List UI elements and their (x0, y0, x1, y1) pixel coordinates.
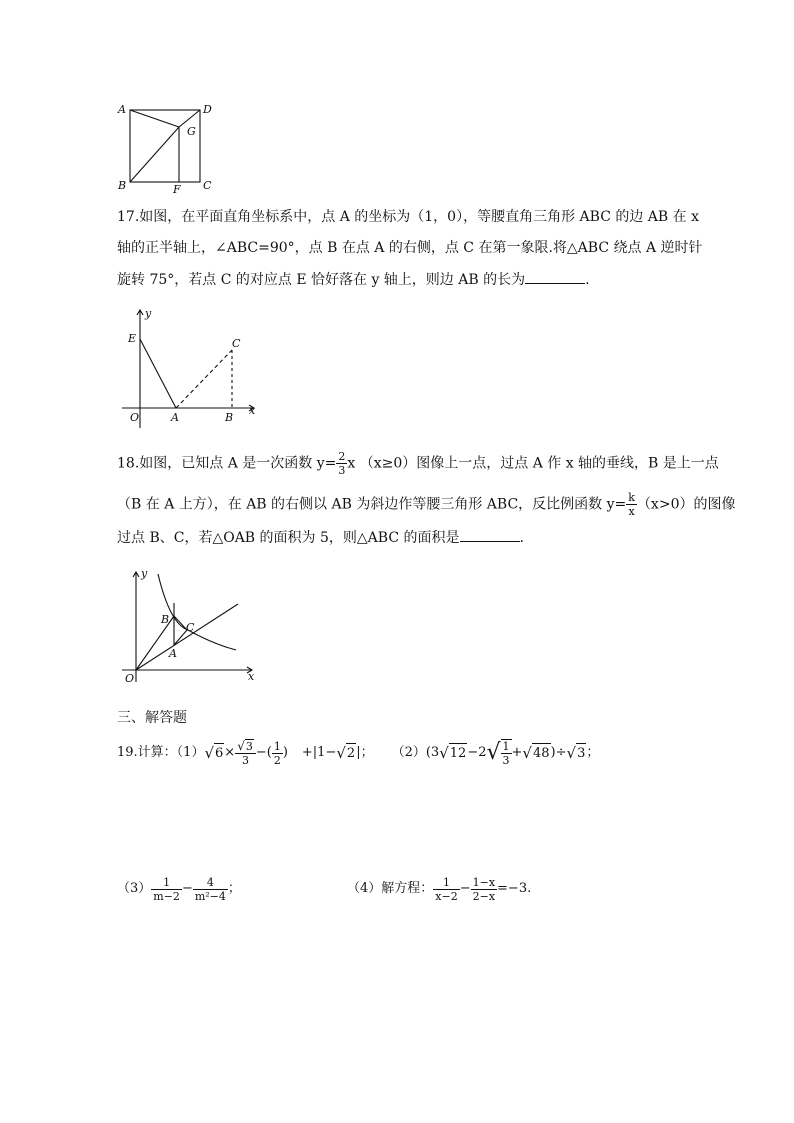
minus-sign: − (181, 881, 193, 896)
frac-den: 3 (502, 754, 510, 767)
segment-ag (130, 110, 179, 127)
q17-line2: 轴的正半轴上，∠ABC=90°，点 B 在点 A 的右侧，点 C 在第一象限.将△ABC 绕点 A 逆时针 (117, 240, 703, 256)
segment-ac (176, 350, 232, 408)
label-b: B (161, 613, 170, 626)
sqrt-icon: √ (204, 744, 215, 762)
label-y: y (145, 307, 152, 320)
rad-48: 48 (532, 743, 551, 764)
label-c: C (232, 337, 241, 350)
minus-2: −2 (467, 745, 487, 760)
plus-sign: + (511, 745, 523, 760)
label-b: B (118, 179, 127, 192)
label-o: O (130, 411, 140, 424)
p2-end: ； (586, 745, 600, 760)
q18-line1-a: 18.如图，已知点 A 是一次函数 y= (117, 455, 337, 472)
fraction-4-m2-4 (193, 876, 228, 903)
rad-3: 3 (245, 740, 253, 753)
label-b: B (225, 411, 234, 424)
label-c: C (203, 179, 212, 192)
rad-2: 2 (346, 743, 356, 764)
fraction-1-x-over-2-x (471, 876, 497, 903)
times-sign: × (224, 745, 236, 760)
frac-den: x−2 (435, 889, 458, 903)
p2-label: （2）(3 (391, 745, 440, 760)
q18-line3-text: 过点 B、C，若△OAB 的面积为 5，则△ABC 的面积是 (117, 530, 460, 546)
q18-line3 (117, 527, 524, 548)
fraction-1-x-2 (433, 876, 459, 903)
segment-bg (130, 127, 179, 182)
label-a: A (169, 647, 177, 660)
q19-prefix: 19.计算：（1） (117, 745, 205, 760)
p4-label: （4）解方程： (347, 881, 434, 896)
fraction-sqrt3-over-3 (235, 739, 256, 767)
q18-line2-a: （B 在 A 上方），在 AB 的右侧以 AB 为斜边作等腰三角形 ABC，反比例函数 y= (117, 496, 627, 513)
sqrt-icon: √ (522, 744, 532, 762)
frac-den: 3 (242, 754, 250, 767)
frac-num: 1 (151, 876, 182, 890)
line-y-2-3-x (136, 604, 238, 670)
plus-abs: +|1− (301, 745, 337, 760)
frac-num: 2 (338, 450, 346, 463)
q19-part3 (117, 872, 241, 906)
fraction-1-3 (501, 739, 512, 767)
q18-line2-b: （x>0）的图像 (636, 496, 736, 513)
rad-6: 6 (214, 743, 224, 764)
frac-den: 3 (338, 464, 346, 477)
close-paren: ) (282, 745, 288, 760)
segment-ea (140, 339, 176, 408)
p3-end: ； (227, 881, 241, 896)
q17-end: . (585, 272, 590, 288)
frac-den: m²−4 (194, 889, 226, 903)
p4-end: =−3. (497, 881, 532, 896)
frac-den: 2 (273, 753, 281, 767)
frac-num: 1 (273, 739, 281, 753)
q18-answer-blank[interactable] (460, 527, 520, 542)
q18-line1 (117, 450, 719, 477)
label-g: G (187, 125, 196, 138)
rad-3b: 3 (576, 743, 586, 764)
figure-square-abcd (112, 98, 222, 196)
label-y: y (141, 567, 148, 580)
q17-line3-text: 旋转 75°，若点 C 的对应点 E 恰好落在 y 轴上，则边 AB 的长为 (117, 272, 526, 288)
label-x: x (249, 404, 256, 417)
hyperbola-y-k-x (158, 574, 236, 650)
p3-label: （3） (117, 881, 152, 896)
abs-end: |； (356, 745, 374, 760)
frac-den: m−2 (153, 889, 180, 903)
label-c: C (186, 621, 195, 634)
figure-q18-coordinate (118, 566, 263, 688)
square-outline (130, 110, 200, 182)
label-a: A (118, 103, 126, 116)
section-title: 三、解答题 (117, 710, 187, 726)
q19-part4 (347, 872, 531, 906)
frac-num: 1−x (472, 875, 496, 889)
frac-num: 4 (193, 876, 228, 890)
q18-line1-b: x （x≥0）图像上一点，过点 A 作 x 轴的垂线，B 是上一点 (347, 455, 719, 472)
q18-fraction-2-3 (336, 450, 347, 477)
minus-paren: −( (255, 745, 272, 760)
frac-den: x (628, 505, 635, 518)
rad-12: 12 (449, 743, 468, 764)
q17-line3 (117, 269, 590, 290)
frac-num: √3 (235, 739, 256, 754)
frac-num: k (628, 491, 635, 504)
label-e: E (128, 332, 137, 345)
label-f: F (173, 183, 181, 196)
q18-end: . (519, 530, 524, 546)
q18-fraction-k-x (626, 491, 637, 518)
figure-q17-coordinate (118, 306, 268, 431)
q17-answer-blank[interactable] (525, 269, 585, 284)
sqrt-icon: √ (336, 744, 346, 762)
divide-sign: )÷ (550, 745, 567, 760)
fraction-1-2 (272, 740, 283, 767)
fraction-1-m-2 (151, 876, 182, 903)
sqrt-icon: √ (566, 744, 577, 762)
label-x: x (248, 670, 255, 683)
sqrt-icon: √ (486, 740, 501, 765)
frac-num: 1 (502, 740, 510, 753)
minus-sign: − (459, 881, 471, 896)
q18-line2 (117, 491, 735, 518)
frac-num: 1 (433, 876, 459, 890)
label-a: A (171, 411, 179, 424)
sqrt-icon: √ (439, 744, 449, 762)
q17-line1: 17.如图，在平面直角坐标系中，点 A 的坐标为（1，0），等腰直角三角形 ABC 的边 AB 在 x (117, 209, 700, 225)
q19-line (117, 735, 599, 771)
label-d: D (203, 103, 212, 116)
label-o: O (125, 672, 135, 685)
frac-den: 2−x (472, 889, 496, 903)
